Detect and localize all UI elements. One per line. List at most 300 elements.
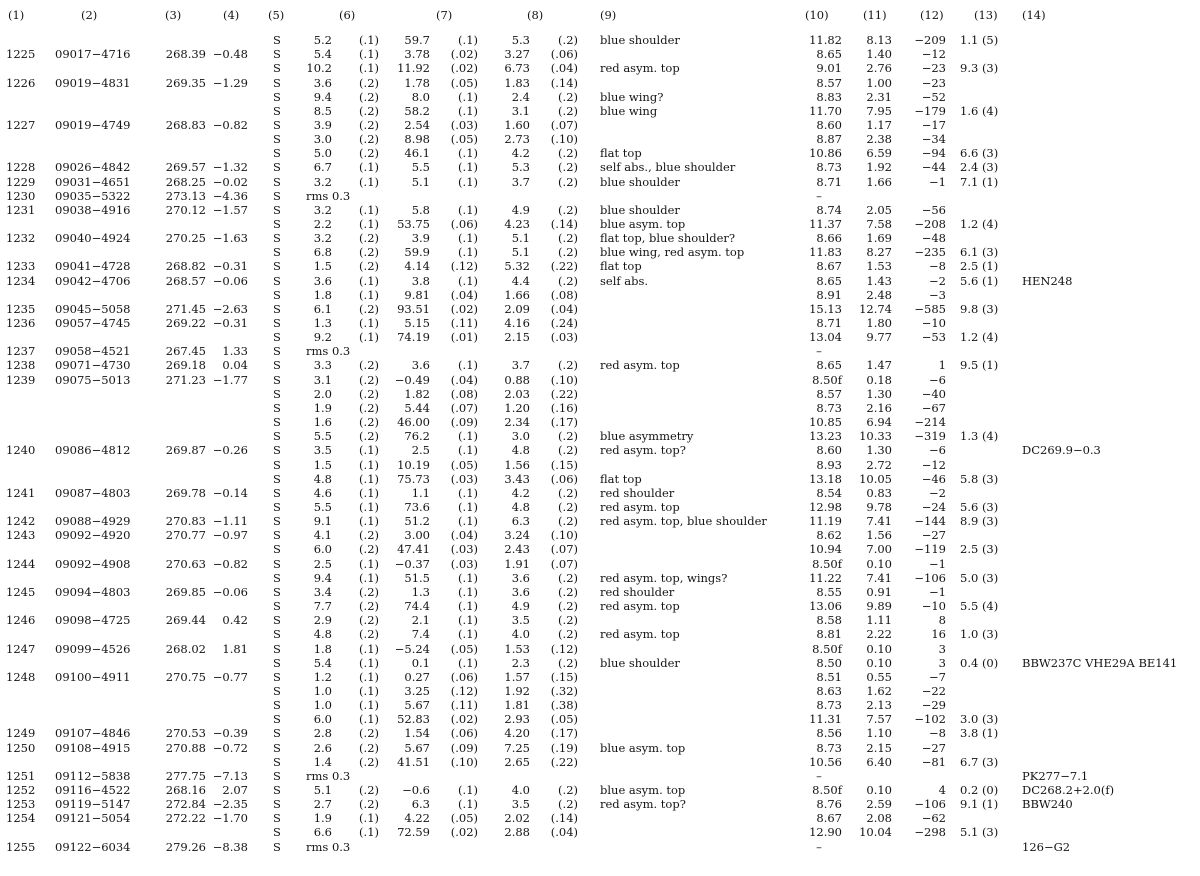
flag-s: S xyxy=(273,245,281,260)
iras-name: 09112−5838 xyxy=(55,768,131,783)
value-8: 2.09 xyxy=(504,301,530,316)
value-12: −3 xyxy=(929,287,946,302)
galactic-b: 0.04 xyxy=(222,358,248,373)
flag-s: S xyxy=(273,712,281,727)
value-6: 2.6 xyxy=(313,740,332,755)
table-row xyxy=(0,472,1200,486)
table-row xyxy=(0,33,1200,47)
error-6: (.2) xyxy=(359,372,379,387)
iras-name: 09031−4651 xyxy=(55,174,131,189)
flag-s: S xyxy=(273,627,281,642)
value-6: 6.7 xyxy=(313,160,332,175)
table-row xyxy=(0,358,1200,372)
rms-note: rms 0.3 xyxy=(306,839,351,854)
galactic-l: 279.26 xyxy=(165,839,206,854)
value-13: 9.3 (3) xyxy=(960,61,999,76)
value-11: 0.10 xyxy=(866,641,892,656)
error-6: (.1) xyxy=(359,825,379,840)
value-11: 2.76 xyxy=(866,61,892,76)
flag-s: S xyxy=(273,783,281,797)
value-10: 8.56 xyxy=(816,726,842,741)
table-row xyxy=(0,825,1200,839)
value-6: 2.0 xyxy=(313,386,332,401)
value-12: −48 xyxy=(921,231,946,246)
flag-s: S xyxy=(273,386,281,401)
error-6: (.2) xyxy=(359,613,379,628)
value-13: 1.2 (4) xyxy=(960,330,999,345)
value-7: 1.3 xyxy=(411,584,430,599)
flag-s: S xyxy=(273,217,281,231)
value-12: −119 xyxy=(914,542,946,557)
value-10: 11.19 xyxy=(809,514,842,529)
error-6: (.1) xyxy=(359,61,379,76)
value-13: 2.5 (3) xyxy=(960,542,999,557)
error-7: (.02) xyxy=(450,47,478,62)
error-7: (.1) xyxy=(458,146,478,161)
value-7: 8.0 xyxy=(411,89,430,104)
header-6: (6) xyxy=(339,8,356,22)
identification: DC269.9−0.3 xyxy=(1022,443,1101,458)
galactic-b: −0.06 xyxy=(212,584,248,599)
value-8: 1.83 xyxy=(504,75,530,90)
galactic-l: 269.78 xyxy=(165,485,206,500)
table-row xyxy=(0,712,1200,726)
error-7: (.1) xyxy=(458,33,478,47)
value-11: 0.10 xyxy=(866,783,892,797)
rms-note: rms 0.3 xyxy=(306,344,351,359)
galactic-b: −1.29 xyxy=(212,75,248,90)
value-13: 2.4 (3) xyxy=(960,160,999,175)
error-8: (.10) xyxy=(550,528,578,543)
value-10: 10.85 xyxy=(809,415,842,430)
iras-name: 09045−5058 xyxy=(55,301,131,316)
value-6: 4.8 xyxy=(313,471,332,486)
value-6: 3.2 xyxy=(313,231,332,246)
error-8: (.2) xyxy=(558,160,578,175)
galactic-l: 273.13 xyxy=(165,188,206,203)
profile-note: red asym. top xyxy=(600,627,680,642)
iras-name: 09017−4716 xyxy=(55,47,131,62)
value-10: 8.81 xyxy=(816,627,842,642)
value-10: 8.74 xyxy=(816,202,842,217)
value-12: −2 xyxy=(929,485,946,500)
table-row xyxy=(0,288,1200,302)
value-10: 11.22 xyxy=(809,570,842,585)
error-8: (.04) xyxy=(550,61,578,76)
value-6: 3.6 xyxy=(313,273,332,288)
value-8: 3.6 xyxy=(511,570,530,585)
value-10: 11.31 xyxy=(809,712,842,727)
source-number: 1226 xyxy=(6,75,36,90)
flag-s: S xyxy=(273,528,281,543)
profile-note: flat top, blue shoulder? xyxy=(600,231,736,246)
value-8: 4.9 xyxy=(511,202,530,217)
galactic-b: −0.26 xyxy=(212,443,248,458)
source-number: 1237 xyxy=(6,344,36,359)
flag-s: S xyxy=(273,301,281,316)
error-8: (.2) xyxy=(558,273,578,288)
value-7: 4.22 xyxy=(404,811,430,826)
value-10: 8.73 xyxy=(816,400,842,415)
value-10: 8.76 xyxy=(816,797,842,812)
table-row xyxy=(0,415,1200,429)
iras-name: 09116−4522 xyxy=(55,783,131,797)
value-8: 4.4 xyxy=(511,273,530,288)
value-7: 47.41 xyxy=(397,542,430,557)
header-11: (11) xyxy=(863,8,887,22)
error-8: (.2) xyxy=(558,613,578,628)
error-8: (.06) xyxy=(550,47,578,62)
table-row xyxy=(0,670,1200,684)
source-number: 1241 xyxy=(6,485,36,500)
value-13: 5.8 (3) xyxy=(960,471,999,486)
table-row xyxy=(0,387,1200,401)
value-6: 9.2 xyxy=(313,330,332,345)
iras-name: 09075−5013 xyxy=(55,372,131,387)
header-1: (1) xyxy=(8,8,25,22)
value-12: 4 xyxy=(938,783,946,797)
error-7: (.04) xyxy=(450,528,478,543)
error-7: (.1) xyxy=(458,570,478,585)
table-row xyxy=(0,330,1200,344)
iras-name: 09121−5054 xyxy=(55,811,131,826)
flag-s: S xyxy=(273,316,281,330)
galactic-l: 269.44 xyxy=(165,613,206,628)
flag-s: S xyxy=(273,415,281,430)
value-12: −34 xyxy=(921,132,946,147)
value-10: 8.67 xyxy=(816,811,842,826)
value-11: 7.57 xyxy=(866,712,892,727)
value-11: 9.89 xyxy=(866,599,892,613)
value-8: 3.27 xyxy=(504,47,530,62)
error-6: (.2) xyxy=(359,528,379,543)
value-10: 11.82 xyxy=(809,33,842,47)
value-13: 1.2 (4) xyxy=(960,217,999,231)
error-8: (.17) xyxy=(550,415,578,430)
value-8: 3.24 xyxy=(504,528,530,543)
value-8: 1.20 xyxy=(504,400,530,415)
value-12: −1 xyxy=(929,584,946,599)
header-10: (10) xyxy=(805,8,829,22)
value-10: 8.73 xyxy=(816,698,842,713)
value-12: −319 xyxy=(914,429,946,444)
table-row xyxy=(0,76,1200,90)
value-7: 73.6 xyxy=(404,499,430,514)
iras-name: 09100−4911 xyxy=(55,669,131,684)
value-12: −12 xyxy=(921,47,946,62)
source-number: 1239 xyxy=(6,372,36,387)
rms-note: rms 0.3 xyxy=(306,768,351,783)
flag-s: S xyxy=(273,75,281,90)
value-13: 1.3 (4) xyxy=(960,429,999,444)
header-9: (9) xyxy=(600,8,617,22)
value-6: 1.6 xyxy=(313,415,332,430)
value-12: −46 xyxy=(921,471,946,486)
galactic-b: −0.48 xyxy=(212,47,248,62)
error-8: (.2) xyxy=(558,627,578,642)
value-7: 59.7 xyxy=(404,33,430,47)
table-row xyxy=(0,90,1200,104)
value-7: 5.5 xyxy=(411,160,430,175)
header-8: (8) xyxy=(527,8,544,22)
flag-s: S xyxy=(273,372,281,387)
identification: BBW237C VHE29A BE141 xyxy=(1022,655,1178,670)
error-8: (.15) xyxy=(550,669,578,684)
value-10: 12.98 xyxy=(809,499,842,514)
value-8: 2.73 xyxy=(504,132,530,147)
error-8: (.10) xyxy=(550,132,578,147)
error-7: (.05) xyxy=(450,457,478,472)
error-6: (.1) xyxy=(359,174,379,189)
flag-s: S xyxy=(273,429,281,444)
value-11: 1.11 xyxy=(866,613,892,628)
value-8: 4.9 xyxy=(511,599,530,613)
value-8: 7.25 xyxy=(504,740,530,755)
value-6: 3.4 xyxy=(313,584,332,599)
value-11: 1.30 xyxy=(866,386,892,401)
error-8: (.32) xyxy=(550,683,578,698)
error-6: (.1) xyxy=(359,570,379,585)
error-8: (.2) xyxy=(558,358,578,373)
iras-name: 09071−4730 xyxy=(55,358,131,373)
value-8: 3.0 xyxy=(511,429,530,444)
value-12: −27 xyxy=(921,528,946,543)
value-12: −67 xyxy=(921,400,946,415)
flag-s: S xyxy=(273,259,281,274)
value-7: 74.19 xyxy=(397,330,430,345)
value-8: 5.3 xyxy=(511,33,530,47)
flag-s: S xyxy=(273,47,281,62)
value-11: 6.40 xyxy=(866,754,892,769)
value-11: 2.38 xyxy=(866,132,892,147)
value-7: 7.4 xyxy=(411,627,430,642)
flag-s: S xyxy=(273,514,281,529)
header-13: (13) xyxy=(974,8,998,22)
error-6: (.1) xyxy=(359,457,379,472)
error-8: (.2) xyxy=(558,89,578,104)
value-10: 13.18 xyxy=(809,471,842,486)
header-2: (2) xyxy=(81,8,98,22)
galactic-b: 1.81 xyxy=(222,641,248,656)
profile-note: blue shoulder xyxy=(600,202,680,217)
value-6: 6.6 xyxy=(313,825,332,840)
error-8: (.2) xyxy=(558,429,578,444)
value-7: 1.82 xyxy=(404,386,430,401)
value-7: 5.67 xyxy=(404,698,430,713)
iras-name: 09108−4915 xyxy=(55,740,131,755)
error-6: (.1) xyxy=(359,698,379,713)
error-8: (.12) xyxy=(550,641,578,656)
value-11: 2.16 xyxy=(866,400,892,415)
value-7: 4.14 xyxy=(404,259,430,274)
value-11: 2.31 xyxy=(866,89,892,104)
flag-s: S xyxy=(273,499,281,514)
galactic-l: 270.75 xyxy=(165,669,206,684)
value-6: 5.4 xyxy=(313,47,332,62)
profile-note: red shoulder xyxy=(600,584,675,599)
value-6: 6.8 xyxy=(313,245,332,260)
error-8: (.15) xyxy=(550,457,578,472)
value-11: 0.18 xyxy=(866,372,892,387)
table-row xyxy=(0,302,1200,316)
table-row xyxy=(0,189,1200,203)
source-number: 1236 xyxy=(6,316,36,330)
error-7: (.1) xyxy=(458,627,478,642)
value-11: 1.40 xyxy=(866,47,892,62)
value-10: 11.37 xyxy=(809,217,842,231)
iras-name: 09042−4706 xyxy=(55,273,131,288)
identification: BBW240 xyxy=(1022,797,1073,812)
source-number: 1244 xyxy=(6,556,36,571)
value-6: 9.4 xyxy=(313,570,332,585)
error-6: (.2) xyxy=(359,783,379,797)
value-8: 6.73 xyxy=(504,61,530,76)
profile-note: red asym. top xyxy=(600,61,680,76)
flag-s: S xyxy=(273,344,281,359)
value-7: 3.6 xyxy=(411,358,430,373)
error-6: (.2) xyxy=(359,89,379,104)
value-7: 2.54 xyxy=(404,117,430,132)
profile-note: self abs. xyxy=(600,273,649,288)
value-13: 0.4 (0) xyxy=(960,655,999,670)
value-12: −144 xyxy=(914,514,946,529)
value-7: 3.9 xyxy=(411,231,430,246)
value-7: 41.51 xyxy=(397,754,430,769)
table-row xyxy=(0,231,1200,245)
flag-s: S xyxy=(273,570,281,585)
source-number: 1245 xyxy=(6,584,36,599)
flag-s: S xyxy=(273,89,281,104)
source-number: 1247 xyxy=(6,641,36,656)
value-10: – xyxy=(816,768,822,783)
flag-s: S xyxy=(273,358,281,373)
value-7: 59.9 xyxy=(404,245,430,260)
value-11: 7.41 xyxy=(866,570,892,585)
flag-s: S xyxy=(273,202,281,217)
value-10: 8.91 xyxy=(816,287,842,302)
value-6: 3.9 xyxy=(313,117,332,132)
value-7: 2.1 xyxy=(411,613,430,628)
value-13: 3.0 (3) xyxy=(960,712,999,727)
galactic-l: 269.22 xyxy=(165,316,206,330)
flag-s: S xyxy=(273,740,281,755)
header-5: (5) xyxy=(268,8,285,22)
value-7: 3.00 xyxy=(404,528,430,543)
value-7: 1.78 xyxy=(404,75,430,90)
value-6: 3.1 xyxy=(313,372,332,387)
error-6: (.1) xyxy=(359,712,379,727)
error-7: (.01) xyxy=(450,330,478,345)
value-7: 2.5 xyxy=(411,443,430,458)
error-6: (.1) xyxy=(359,47,379,62)
error-6: (.2) xyxy=(359,740,379,755)
error-7: (.1) xyxy=(458,599,478,613)
value-6: 9.1 xyxy=(313,514,332,529)
flag-s: S xyxy=(273,641,281,656)
galactic-l: 269.85 xyxy=(165,584,206,599)
error-7: (.11) xyxy=(450,698,478,713)
value-7: 3.25 xyxy=(404,683,430,698)
source-number: 1234 xyxy=(6,273,36,288)
iras-name: 09088−4929 xyxy=(55,514,131,529)
table-row xyxy=(0,47,1200,61)
value-10: 8.50f xyxy=(812,372,842,387)
value-10: 13.06 xyxy=(809,599,842,613)
value-10: 10.56 xyxy=(809,754,842,769)
error-6: (.2) xyxy=(359,117,379,132)
table-row xyxy=(0,401,1200,415)
value-12: −6 xyxy=(929,443,946,458)
galactic-b: −0.97 xyxy=(212,528,248,543)
error-6: (.1) xyxy=(359,330,379,345)
error-6: (.2) xyxy=(359,797,379,812)
value-7: 76.2 xyxy=(404,429,430,444)
galactic-b: 0.42 xyxy=(222,613,248,628)
value-10: 8.50f xyxy=(812,641,842,656)
table-row xyxy=(0,840,1200,854)
value-6: 2.8 xyxy=(313,726,332,741)
table-row xyxy=(0,500,1200,514)
flag-s: S xyxy=(273,599,281,613)
error-8: (.2) xyxy=(558,103,578,118)
value-7: 11.92 xyxy=(397,61,430,76)
error-7: (.07) xyxy=(450,400,478,415)
value-8: 2.3 xyxy=(511,655,530,670)
source-number: 1240 xyxy=(6,443,36,458)
error-6: (.1) xyxy=(359,641,379,656)
value-6: 8.5 xyxy=(313,103,332,118)
value-11: 0.10 xyxy=(866,556,892,571)
flag-s: S xyxy=(273,471,281,486)
value-12: −6 xyxy=(929,372,946,387)
value-12: −56 xyxy=(921,202,946,217)
error-7: (.1) xyxy=(458,443,478,458)
table-row xyxy=(0,61,1200,75)
galactic-b: −0.39 xyxy=(212,726,248,741)
iras-name: 09019−4749 xyxy=(55,117,131,132)
value-8: 3.1 xyxy=(511,103,530,118)
error-7: (.02) xyxy=(450,712,478,727)
value-12: −23 xyxy=(921,75,946,90)
value-13: 6.1 (3) xyxy=(960,245,999,260)
error-6: (.2) xyxy=(359,754,379,769)
value-8: 2.43 xyxy=(504,542,530,557)
table-row xyxy=(0,684,1200,698)
value-11: 0.55 xyxy=(866,669,892,684)
value-6: 1.0 xyxy=(313,698,332,713)
error-8: (.16) xyxy=(550,400,578,415)
value-10: 12.90 xyxy=(809,825,842,840)
source-number: 1255 xyxy=(6,839,36,854)
table-row xyxy=(0,443,1200,457)
galactic-l: 268.57 xyxy=(165,273,206,288)
table-row xyxy=(0,160,1200,174)
value-11: 0.10 xyxy=(866,655,892,670)
source-number: 1228 xyxy=(6,160,36,175)
value-12: −27 xyxy=(921,740,946,755)
error-7: (.04) xyxy=(450,372,478,387)
value-13: 6.6 (3) xyxy=(960,146,999,161)
value-10: – xyxy=(816,839,822,854)
error-7: (.06) xyxy=(450,217,478,231)
value-12: −2 xyxy=(929,273,946,288)
flag-s: S xyxy=(273,839,281,854)
galactic-b: −1.70 xyxy=(212,811,248,826)
error-7: (.1) xyxy=(458,499,478,514)
value-7: 93.51 xyxy=(397,301,430,316)
galactic-l: 269.35 xyxy=(165,75,206,90)
error-7: (.1) xyxy=(458,783,478,797)
